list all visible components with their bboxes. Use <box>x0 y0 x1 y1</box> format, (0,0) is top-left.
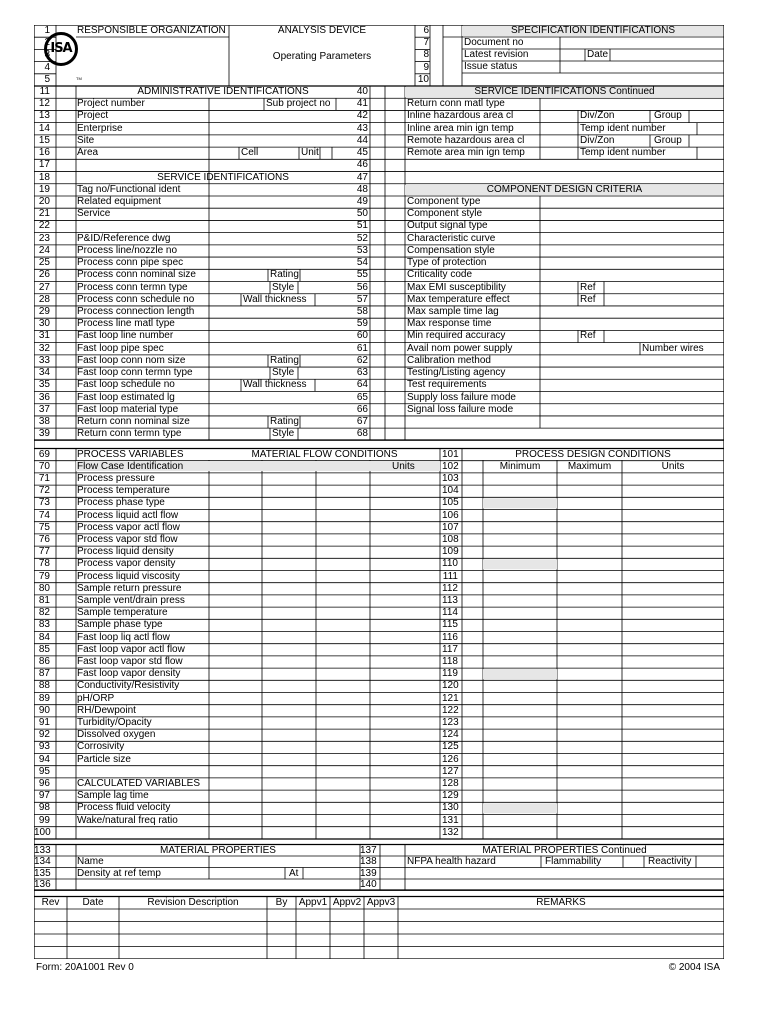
row-number: 117 <box>442 643 458 655</box>
row-number: 77 <box>38 546 50 558</box>
row-number: 24 <box>38 244 50 256</box>
analysis-device-heading: ANALYSIS DEVICE <box>277 25 367 36</box>
row-number: 130 <box>442 802 459 814</box>
row-number: 44 <box>356 134 368 146</box>
temp-ident-label: Temp ident number <box>580 147 666 159</box>
process-variables-heading: PROCESS VARIABLES <box>77 448 184 460</box>
material-flow-heading: MATERIAL FLOW CONDITIONS <box>251 448 398 460</box>
rev-header: Rev <box>41 896 60 908</box>
copyright: © 2004 ISA <box>668 962 720 973</box>
field-label-29: Process connection length <box>77 305 195 317</box>
material-props-cont-heading: MATERIAL PROPERTIES Continued <box>482 844 647 856</box>
row-number: 63 <box>356 367 368 379</box>
minimum-label: Minimum <box>499 460 541 472</box>
row-number: 17 <box>38 159 50 171</box>
row-number: 131 <box>442 814 459 826</box>
field-label-56: Max EMI susceptibility <box>407 281 506 293</box>
row-number: 94 <box>38 753 50 765</box>
row-number: 128 <box>442 777 459 789</box>
field-label-45: Remote area min ign temp <box>407 147 525 159</box>
maximum-label: Maximum <box>567 460 612 472</box>
mf-units-label: Units <box>392 460 415 472</box>
shaded-cell <box>483 498 557 508</box>
row-number: 82 <box>38 607 50 619</box>
row-number: 83 <box>38 619 50 631</box>
row-number: 32 <box>38 342 50 354</box>
row-number: 65 <box>356 391 368 403</box>
field-label-41: Return conn matl type <box>407 98 505 110</box>
field-label-32: Fast loop pipe spec <box>77 342 164 354</box>
row-number: 64 <box>356 379 368 391</box>
date-header: Date <box>82 896 104 908</box>
row-number: 138 <box>360 856 377 867</box>
row-number: 76 <box>38 533 50 545</box>
field-label-64: Test requirements <box>407 379 487 391</box>
row-number: 51 <box>356 220 368 232</box>
row-number: 81 <box>38 594 50 606</box>
row-number: 121 <box>442 692 459 704</box>
field-label-63: Testing/Listing agency <box>407 367 506 379</box>
row-number: 61 <box>356 342 368 354</box>
material-props-heading: MATERIAL PROPERTIES <box>160 844 276 856</box>
service-cont-heading: SERVICE IDENTIFICATIONS Continued <box>474 86 655 97</box>
rating-label: Rating <box>270 354 299 366</box>
shaded-cell <box>483 803 557 813</box>
row-number: 90 <box>38 704 50 716</box>
div-zon-label: Div/Zon <box>580 134 615 146</box>
flammability-label: Flammability <box>545 856 602 867</box>
row-number: 8 <box>423 49 429 61</box>
field-label-35: Fast loop schedule no <box>77 379 175 391</box>
field-label-15: Site <box>77 134 95 146</box>
unit-label: Unit <box>301 147 319 158</box>
ref-label: Ref <box>580 293 596 305</box>
row-number: 13 <box>38 110 50 122</box>
row-number: 115 <box>442 619 458 631</box>
row-number: 75 <box>38 521 50 533</box>
row-number: 53 <box>356 244 368 256</box>
row-number: 120 <box>442 680 459 692</box>
row-number: 95 <box>38 765 50 777</box>
field-label-62: Calibration method <box>407 354 491 366</box>
row-number: 122 <box>442 704 459 716</box>
row-number: 113 <box>442 594 458 606</box>
row-number: 62 <box>356 354 368 366</box>
field-label-82: Sample temperature <box>77 607 168 619</box>
row-number: 38 <box>38 415 50 427</box>
field-label-65: Supply loss failure mode <box>407 391 516 403</box>
row-number: 45 <box>356 147 368 159</box>
row-number: 35 <box>38 379 50 391</box>
row-number: 27 <box>38 281 50 293</box>
row-number: 123 <box>442 716 459 728</box>
row-number: 7 <box>423 37 429 49</box>
row-number: 140 <box>360 879 377 890</box>
revision-desc-header: Revision Description <box>147 896 239 908</box>
row-number: 98 <box>38 802 50 814</box>
responsible-org-heading: RESPONSIBLE ORGANIZATION <box>77 25 226 36</box>
row-number: 107 <box>442 521 459 533</box>
row-number: 114 <box>442 607 458 619</box>
field-label-88: Conductivity/Resistivity <box>77 680 180 692</box>
document-no-label: Document no <box>464 37 524 48</box>
row-number: 41 <box>356 98 368 110</box>
row-number: 57 <box>356 293 368 305</box>
row-number: 103 <box>442 472 459 484</box>
field-label-79: Process liquid viscosity <box>77 570 180 582</box>
row-number: 88 <box>38 680 50 692</box>
row-number: 22 <box>38 220 50 232</box>
row-number: 112 <box>442 582 458 594</box>
field-label-54: Type of protection <box>407 257 487 269</box>
row-number: 50 <box>356 208 368 220</box>
row-number: 79 <box>38 570 50 582</box>
ref-label: Ref <box>580 281 596 293</box>
row-number: 93 <box>38 741 50 753</box>
row-number: 108 <box>442 533 459 545</box>
field-label-81: Sample vent/drain press <box>77 594 185 606</box>
row-number: 46 <box>356 159 368 171</box>
row-number: 96 <box>38 777 50 789</box>
row-number: 21 <box>38 208 50 220</box>
temp-ident-label: Temp ident number <box>580 122 666 134</box>
shaded-cell <box>483 559 557 569</box>
row-number: 105 <box>442 497 459 509</box>
sub-project-label: Sub project no <box>266 98 331 109</box>
field-label-50: Component style <box>407 208 483 220</box>
field-label-53: Compensation style <box>407 244 495 256</box>
field-label-38: Return conn nominal size <box>77 415 190 427</box>
field-label-27: Process conn termn type <box>77 281 188 293</box>
row-number: 129 <box>442 790 459 802</box>
operating-parameters: Operating Parameters <box>272 51 372 62</box>
row-number: 48 <box>356 183 368 195</box>
row-number: 136 <box>34 879 51 890</box>
row-number: 39 <box>38 428 50 440</box>
row-number: 137 <box>360 844 377 856</box>
nfpa-label: NFPA health hazard <box>407 856 496 867</box>
wall-thickness-label: Wall thickness <box>243 293 307 305</box>
row-number: 80 <box>38 582 50 594</box>
field-label-89: pH/ORP <box>77 692 115 704</box>
field-label-16: Area <box>77 147 99 159</box>
row-number: 69 <box>38 448 50 460</box>
field-label-83: Sample phase type <box>77 619 163 631</box>
row-number: 66 <box>356 403 368 415</box>
field-label-23: P&ID/Reference dwg <box>77 232 171 244</box>
row-number: 31 <box>38 330 50 342</box>
appv2-header: Appv2 <box>332 896 362 908</box>
rating-label: Rating <box>270 415 299 427</box>
field-label-94: Particle size <box>77 753 131 765</box>
remarks-header: REMARKS <box>536 896 586 908</box>
row-number: 33 <box>38 354 50 366</box>
spec-ident-heading: SPECIFICATION IDENTIFICATIONS <box>510 25 676 36</box>
row-number: 100 <box>34 826 51 838</box>
field-label-74: Process liquid actl flow <box>77 509 179 521</box>
field-label-31: Fast loop line number <box>77 330 174 342</box>
field-label-39: Return conn termn type <box>77 428 182 440</box>
wall-thickness-label: Wall thickness <box>243 379 307 391</box>
row-number: 87 <box>38 668 50 680</box>
row-number: 43 <box>356 122 368 134</box>
field-label-33: Fast loop conn nom size <box>77 354 186 366</box>
row-number: 68 <box>356 428 368 440</box>
field-label-42: Inline hazardous area cl <box>407 110 514 122</box>
row-number: 84 <box>38 631 50 643</box>
row-number: 73 <box>38 497 50 509</box>
field-label-34: Fast loop conn termn type <box>77 367 193 379</box>
row-number: 71 <box>38 472 50 484</box>
row-number: 124 <box>442 729 459 741</box>
row-number: 10 <box>417 73 429 85</box>
row-number: 55 <box>356 269 368 281</box>
field-label-19: Tag no/Functional ident <box>77 183 181 195</box>
field-label-87: Fast loop vapor density <box>77 668 181 680</box>
field-label-92: Dissolved oxygen <box>77 729 156 741</box>
field-label-72: Process temperature <box>77 485 170 497</box>
row-number: 6 <box>423 25 429 36</box>
row-number: 92 <box>38 729 50 741</box>
rating-label: Rating <box>270 269 299 281</box>
row-number: 47 <box>356 171 368 183</box>
at-label: At <box>289 867 299 879</box>
field-label-49: Component type <box>407 195 481 207</box>
row-number: 119 <box>442 668 458 680</box>
appv1-header: Appv1 <box>298 896 328 908</box>
field-label-55: Criticality code <box>407 269 473 281</box>
field-label-12: Project number <box>77 98 145 110</box>
field-label-25: Process conn pipe spec <box>77 257 184 269</box>
number-wires-label: Number wires <box>642 342 704 354</box>
row-number: 91 <box>38 716 50 728</box>
cell-label: Cell <box>241 147 259 158</box>
field-label-60: Min required accuracy <box>407 330 506 342</box>
row-number: 127 <box>442 765 459 777</box>
row-number: 101 <box>442 448 459 460</box>
row-number: 139 <box>360 867 377 879</box>
pd-units-label: Units <box>661 460 685 472</box>
field-label-21: Service <box>77 208 111 220</box>
row-number: 70 <box>38 460 50 472</box>
row-number: 42 <box>356 110 368 122</box>
field-label-66: Signal loss failure mode <box>407 403 514 415</box>
issue-status-label: Issue status <box>464 61 518 72</box>
row-number: 59 <box>356 318 368 330</box>
field-label-14: Enterprise <box>77 122 123 134</box>
by-header: By <box>275 896 288 908</box>
row-number: 99 <box>38 814 50 826</box>
appv3-header: Appv3 <box>366 896 396 908</box>
row-number: 72 <box>38 485 50 497</box>
row-number: 104 <box>442 485 459 497</box>
row-number: 102 <box>442 460 459 472</box>
field-label-37: Fast loop material type <box>77 403 179 415</box>
row-number: 37 <box>38 403 50 415</box>
row-number: 28 <box>38 293 50 305</box>
row-number: 36 <box>38 391 50 403</box>
field-label-77: Process liquid density <box>77 546 174 558</box>
field-label-28: Process conn schedule no <box>77 293 195 305</box>
group-label: Group <box>654 134 682 146</box>
row-number: 9 <box>423 61 429 73</box>
latest-revision-label: Latest revision <box>464 49 529 60</box>
field-label-76: Process vapor std flow <box>77 533 178 545</box>
row-number: 3 <box>44 49 50 61</box>
row-number: 109 <box>442 546 459 558</box>
row-number: 132 <box>442 826 459 838</box>
field-label-97: Sample lag time <box>77 790 149 802</box>
field-label-36: Fast loop estimated lg <box>77 391 175 403</box>
row-number: 2 <box>44 37 50 49</box>
date-label: Date <box>587 49 609 60</box>
field-label-99: Wake/natural freq ratio <box>77 814 178 826</box>
field-label-70: Flow Case Identification <box>77 460 184 472</box>
row-number: 58 <box>356 305 368 317</box>
row-number: 12 <box>38 98 50 110</box>
logo-trademark: TM <box>76 76 82 81</box>
form-number: Form: 20A1001 Rev 0 <box>36 962 134 973</box>
field-label-78: Process vapor density <box>77 558 176 570</box>
style-label: Style <box>272 428 295 440</box>
field-label-90: RH/Dewpoint <box>77 704 136 716</box>
field-label-26: Process conn nominal size <box>77 269 196 281</box>
row-number: 89 <box>38 692 50 704</box>
field-label-80: Sample return pressure <box>77 582 182 594</box>
row-number: 25 <box>38 257 50 269</box>
process-design-heading: PROCESS DESIGN CONDITIONS <box>515 448 671 460</box>
row-number: 40 <box>356 86 368 97</box>
row-number: 74 <box>38 509 50 521</box>
field-label-84: Fast loop liq actl flow <box>77 631 170 643</box>
shaded-cell <box>483 669 557 679</box>
row-number: 133 <box>34 844 51 856</box>
row-number: 97 <box>38 790 50 802</box>
row-number: 52 <box>356 232 368 244</box>
row-number: 4 <box>44 61 50 73</box>
name-label: Name <box>77 856 104 867</box>
field-label-59: Max response time <box>407 318 492 330</box>
row-number: 85 <box>38 643 50 655</box>
row-number: 11 <box>39 86 50 97</box>
calc-vars-heading: CALCULATED VARIABLES <box>77 777 201 789</box>
row-number: 26 <box>38 269 50 281</box>
row-number: 23 <box>38 232 50 244</box>
row-number: 110 <box>442 558 458 570</box>
field-label-98: Process fluid velocity <box>77 802 171 814</box>
row-number: 67 <box>356 415 368 427</box>
row-number: 125 <box>442 741 459 753</box>
div-zon-label: Div/Zon <box>580 110 615 122</box>
field-label-91: Turbidity/Opacity <box>77 716 152 728</box>
field-label-86: Fast loop vapor std flow <box>77 655 183 667</box>
isa-logo: ISA <box>44 32 78 66</box>
ref-label: Ref <box>580 330 596 342</box>
row-number: 1 <box>44 25 50 36</box>
field-label-57: Max temperature effect <box>407 293 510 305</box>
field-label-44: Remote hazardous area cl <box>407 134 525 146</box>
row-number: 18 <box>38 171 50 183</box>
row-number: 49 <box>356 195 368 207</box>
row-number: 20 <box>38 195 50 207</box>
row-number: 15 <box>38 134 50 146</box>
row-number: 34 <box>38 367 50 379</box>
row-number: 135 <box>34 867 51 879</box>
field-label-51: Output signal type <box>407 220 488 232</box>
row-number: 86 <box>38 655 50 667</box>
row-number: 5 <box>44 73 50 85</box>
component-heading: COMPONENT DESIGN CRITERIA <box>486 184 643 195</box>
row-number: 54 <box>356 257 368 269</box>
field-label-52: Characteristic curve <box>407 232 496 244</box>
field-label-20: Related equipment <box>77 195 161 207</box>
field-label-30: Process line matl type <box>77 318 175 330</box>
row-number: 19 <box>38 183 50 195</box>
row-number: 14 <box>38 122 50 134</box>
field-label-13: Project <box>77 110 109 122</box>
row-number: 106 <box>442 509 459 521</box>
row-number: 116 <box>442 631 458 643</box>
field-label-85: Fast loop vapor actl flow <box>77 643 185 655</box>
field-label-75: Process vapor actl flow <box>77 521 180 533</box>
field-label-61: Avail nom power supply <box>407 342 513 354</box>
field-label-24: Process line/nozzle no <box>77 244 178 256</box>
row-number: 118 <box>442 655 458 667</box>
group-label: Group <box>654 110 682 122</box>
field-label-58: Max sample time lag <box>407 305 499 317</box>
row-number: 126 <box>442 753 459 765</box>
reactivity-label: Reactivity <box>648 856 692 867</box>
field-label-71: Process pressure <box>77 472 155 484</box>
field-label-93: Corrosivity <box>77 741 125 753</box>
field-label-43: Inline area min ign temp <box>407 122 514 134</box>
density-label: Density at ref temp <box>77 867 161 879</box>
row-number: 30 <box>38 318 50 330</box>
row-number: 60 <box>356 330 368 342</box>
row-number: 134 <box>34 856 51 867</box>
field-label-73: Process phase type <box>77 497 165 509</box>
service-heading: SERVICE IDENTIFICATIONS <box>157 172 289 183</box>
style-label: Style <box>272 281 295 293</box>
row-number: 56 <box>356 281 368 293</box>
row-number: 78 <box>38 558 50 570</box>
admin-heading: ADMINISTRATIVE IDENTIFICATIONS <box>137 86 309 97</box>
row-number: 16 <box>38 147 50 159</box>
style-label: Style <box>272 367 295 379</box>
row-number: 111 <box>442 570 458 582</box>
row-number: 29 <box>38 305 50 317</box>
